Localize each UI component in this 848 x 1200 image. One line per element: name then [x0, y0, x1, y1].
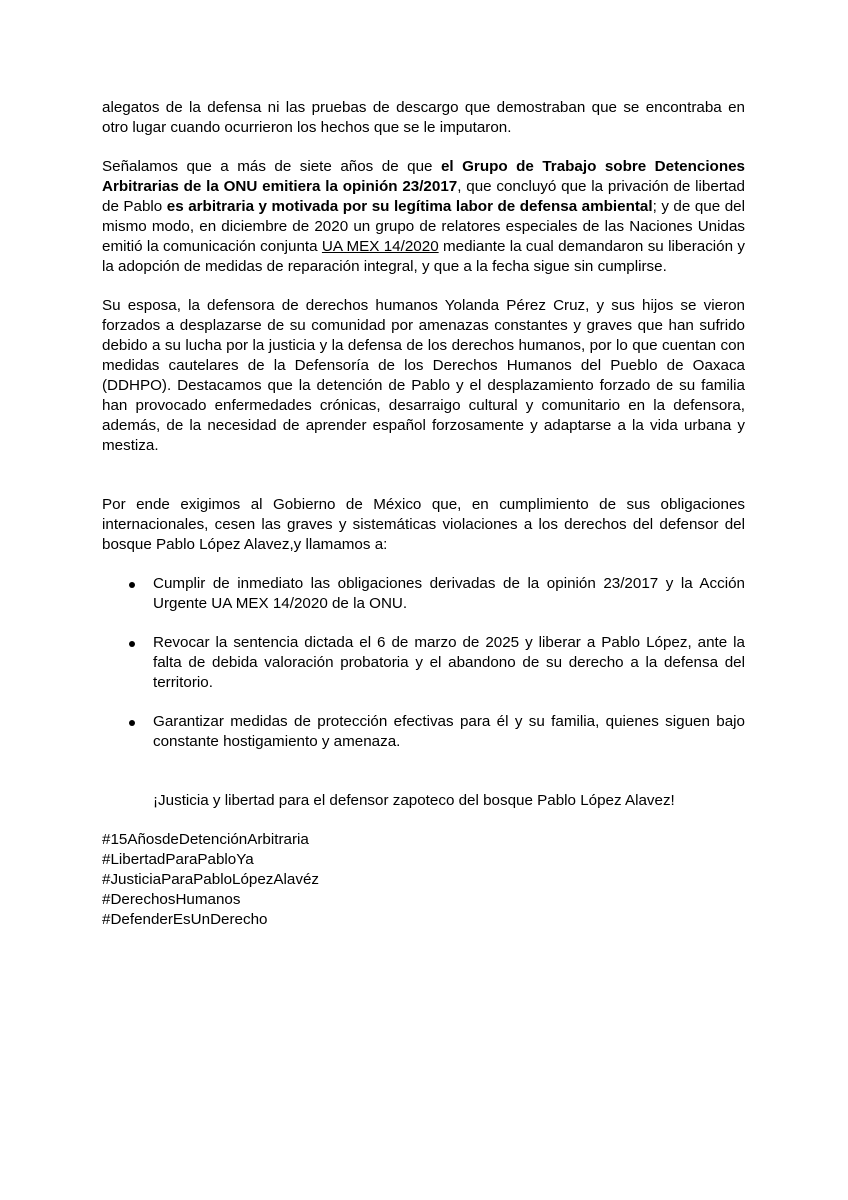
paragraph-spacer	[102, 277, 745, 296]
paragraph-text: , que concluyó que la privación de libertad de Pablo	[102, 178, 745, 215]
demands-list	[102, 574, 745, 752]
bullet-icon	[129, 720, 135, 726]
hashtag: #JusticiaParaPabloLópezAlavéz	[102, 871, 319, 888]
paragraph-spacer	[102, 138, 745, 157]
document-page	[102, 98, 745, 930]
bullet-icon	[129, 641, 135, 647]
list-item	[102, 574, 745, 614]
list-item	[102, 712, 745, 752]
hashtag-list	[102, 830, 745, 930]
ua-mex-link[interactable]: UA MEX 14/2020	[321, 238, 439, 255]
demand-text: Garantizar medidas de protección efectivas para él y su familia, quienes siguen bajo constante hostigamiento y amenaza.	[153, 713, 745, 750]
paragraph-un-opinion	[102, 157, 745, 277]
bold-arbitrary-detention: es arbitraria y motivada por su legítima labor de defensa ambiental	[166, 198, 653, 215]
bullet-icon	[129, 582, 135, 588]
paragraph-spacer	[102, 811, 745, 830]
paragraph-family-displacement: Su esposa, la defensora de derechos humanos Yolanda Pérez Cruz, y sus hijos se vieron forzados a desplazarse de su comunidad por amenazas constantes y graves que han sufrido debido a su lucha por la justicia y la defensa de los derechos humanos, por lo que cuentan con medidas cautelares de la Defensoría de los Derechos Humanos del Pueblo de Oaxaca (DDHPO). Destacamos que la detención de Pablo y el desplazamiento forzado de su familia han provocado enfermedades crónicas, desarraigo cultural y comunitario en la defensora, además, de la necesidad de aprender español forzosamente y adaptarse a la vida urbana y mestiza.	[102, 297, 745, 454]
list-item	[102, 633, 745, 693]
paragraph-text: mediante la cual demandaron su liberación y la adopción de medidas de reparación integral, y que a la fecha sigue sin cumplirse.	[102, 238, 745, 275]
hashtag: #DefenderEsUnDerecho	[102, 911, 268, 928]
paragraph-defense-allegations: alegatos de la defensa ni las pruebas de descargo que demostraban que se encontraba en otro lugar cuando ocurrieron los hechos que se le imputaron.	[102, 99, 745, 136]
hashtag: #15AñosdeDetenciónArbitraria	[102, 831, 309, 848]
paragraph-text: ; y de que del mismo modo, en diciembre de 2020 un grupo de relatores especiales de las Naciones Unidas emitió la comunicación conjunta	[102, 198, 745, 255]
paragraph-spacer	[102, 555, 745, 574]
paragraph-text: Señalamos que a más de siete años de que	[102, 158, 441, 175]
paragraph-spacer	[102, 456, 745, 495]
hashtag: #DerechosHumanos	[102, 891, 241, 908]
bold-un-working-group: el Grupo de Trabajo sobre Detenciones Arbitrarias de la ONU emitiera la opinión 23/2017	[102, 158, 745, 195]
demand-text: Cumplir de inmediato las obligaciones derivadas de la opinión 23/2017 y la Acción Urgente UA MEX 14/2020 de la ONU.	[153, 575, 745, 612]
paragraph-demands-intro: Por ende exigimos al Gobierno de México que, en cumplimiento de sus obligaciones internacionales, cesen las graves y sistemáticas violaciones a los derechos del defensor del bosque Pablo López Alavez,y llamamos a:	[102, 496, 745, 553]
hashtag: #LibertadParaPabloYa	[102, 851, 254, 868]
demand-text: Revocar la sentencia dictada el 6 de marzo de 2025 y liberar a Pablo López, ante la falta de debida valoración probatoria y el abandono de su derecho a la defensa del territorio.	[153, 634, 745, 691]
closing-statement: ¡Justicia y libertad para el defensor zapoteco del bosque Pablo López Alavez!	[153, 792, 675, 809]
paragraph-spacer	[102, 752, 745, 791]
